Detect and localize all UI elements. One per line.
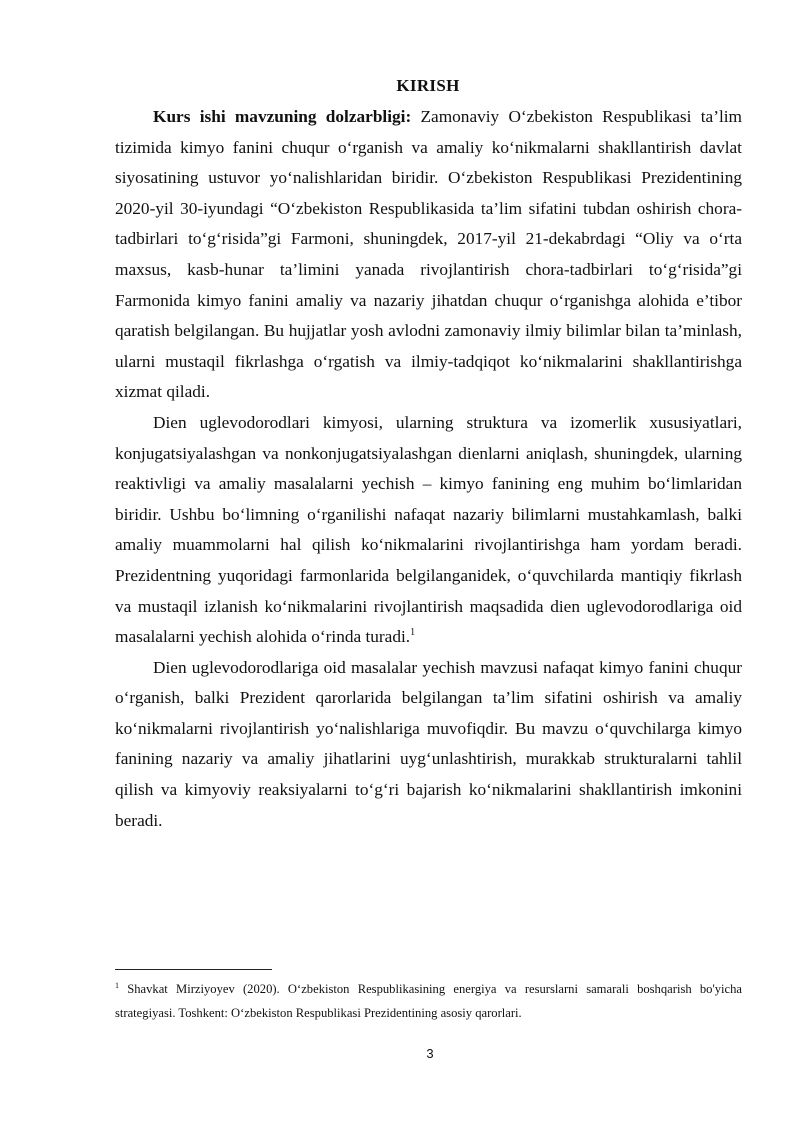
paragraph-text: Dien uglevodorodlariga oid masalalar yechish mavzusi nafaqat kimyo fanini chuqur o‘rganish, balki Prezident qarorlarida belgilangan ta’lim sifatini oshirish va amaliy ko‘nikmalarni rivojlantirish yo‘nalishlariga muvofiqdir. Bu mavzu o‘quvchilarga kimyo fanining nazariy va amaliy jihatlarini uyg‘unlashtirish, murakkab strukturalarni tahlil qilish va kimyoviy reaksiyalarni to‘g‘ri bajarish ko‘nikmalarini shakllantirish imkonini beradi. [115, 657, 742, 830]
section-heading: KIRISH [396, 76, 460, 95]
paragraph-diene-chemistry [115, 408, 742, 653]
footnote-divider [115, 969, 272, 970]
paragraph-relevance [115, 102, 742, 408]
page-number: 3 [426, 1046, 434, 1061]
body-text [115, 102, 742, 836]
paragraph-lead: Kurs ishi mavzuning dolzarbligi: [153, 107, 412, 126]
paragraph-text: Dien uglevodorodlari kimyosi, ularning struktura va izomerlik xususiyatlari, konjugatsiyalashgan va nonkonjugatsiyalashgan dienlarni aniqlash, shuningdek, ularning reaktivligi va amaliy masalalarni yechish – kimyo fanining eng muhim bo‘limlaridan biridir. Ushbu bo‘limning o‘rganilishi nafaqat nazariy bilimlarni mustahkamlash, balki amaliy muammolarni hal qilish ko‘nikmalarini rivojlantirishga ham yordam beradi. Prezidentning yuqoridagi farmonlarida belgilanganidek, o‘quvchilarda mantiqiy fikrlash va mustaqil izlanish ko‘nikmalarini rivojlantirish maqsadida dien uglevodorodlariga oid masalalarni yechish alohida o‘rinda turadi. [115, 412, 742, 647]
paragraph-topic-alignment [115, 653, 742, 837]
paragraph-text: Zamonaviy O‘zbekiston Respublikasi ta’lim tizimida kimyo fanini chuqur o‘rganish va amaliy ko‘nikmalarni shakllantirish davlat siyosatining ustuvor yo‘nalishlaridan biridir. O‘zbekiston Respublikasi Prezidentining 2020-yil 30-iyundagi “O‘zbekiston Respublikasida ta’lim sifatini tubdan oshirish chora-tadbirlari to‘g‘risida”gi Farmoni, shuningdek, 2017-yil 21-dekabrdagi “Oliy va o‘rta maxsus, kasb-hunar ta’limini yanada rivojlantirish chora-tadbirlari to‘g‘risida”gi Farmonida kimyo fanini amaliy va nazariy jihatdan chuqur o‘rganishga alohida e’tibor qaratish belgilangan. Bu hujjatlar yosh avlodni zamonaviy ilmiy bilimlar bilan ta’minlash, ularni mustaqil fikrlashga o‘rgatish va ilmiy-tadqiqot ko‘nikmalarini shakllantirishga xizmat qiladi. [115, 107, 742, 402]
footnote-marker: 1 [115, 980, 119, 990]
footnote-reference: 1 [410, 627, 416, 639]
footnote [115, 977, 742, 1025]
footnote-text: Shavkat Mirziyoyev (2020). O‘zbekiston Respublikasining energiya va resurslarni samarali boshqarish bo'yicha strategiyasi. Toshkent: O‘zbekiston Respublikasi Prezidentining asosiy qarorlari. [115, 982, 742, 1020]
